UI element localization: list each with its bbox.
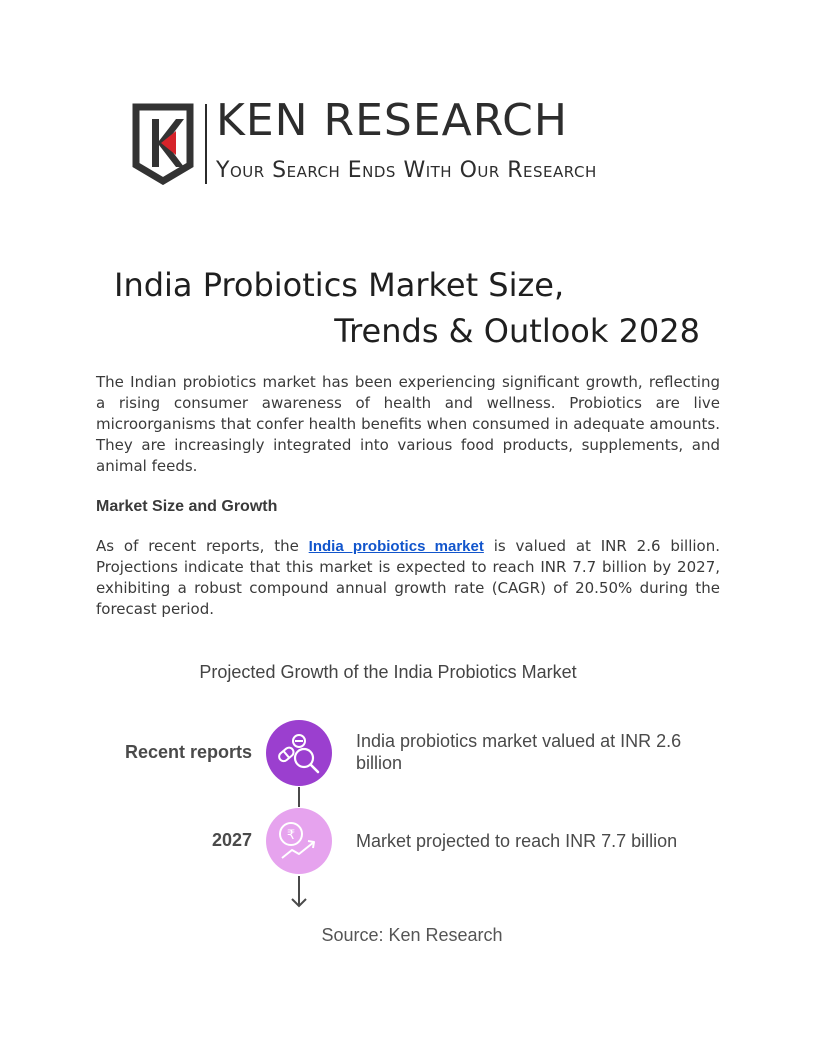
logo-divider (205, 104, 207, 184)
paragraph-text-after: is valued at INR 2.6 billion. Projections indicate that this market is expected to reach INR 7.7 billion by 2027, exhibiting a robust compound annual growth rate (CAGR) of 20.50% during the forecast period. (96, 537, 720, 618)
pills-magnifier-icon (266, 720, 332, 786)
title-line-1: India Probiotics Market Size, (114, 266, 565, 304)
timeline-connector (298, 787, 300, 807)
rupee-growth-icon (266, 808, 332, 874)
page-title (96, 262, 720, 354)
brand-tagline: Your Search Ends With Our Research (216, 158, 597, 183)
infographic-source: Source: Ken Research (321, 925, 503, 945)
timeline-label-recent: Recent reports (124, 742, 252, 762)
title-line-2: Trends & Outlook 2028 (334, 312, 700, 350)
timeline-description-recent: India probiotics market valued at INR 2.6 billion (356, 731, 682, 773)
ken-research-logo-icon (132, 103, 194, 185)
brand-name: KEN RESEARCH (216, 95, 568, 146)
timeline-node-2027 (266, 808, 332, 874)
infographic-title: Projected Growth of the India Probiotics Market (199, 662, 577, 682)
paragraph-text-before: As of recent reports, the (96, 537, 309, 555)
market-size-paragraph (96, 536, 720, 620)
section-heading: Market Size and Growth (96, 498, 278, 515)
intro-paragraph: The Indian probiotics market has been experiencing significant growth, reflecting a rising consumer awareness of health and wellness. Probiotics are live microorganisms that confer health benefits when consumed in adequate amounts. They are increasingly integrated into various food products, supplements, and animal feeds. (96, 373, 720, 475)
svg-text:₹: ₹ (286, 828, 296, 843)
timeline-label-2027: 2027 (211, 830, 252, 850)
arrow-down-icon (288, 874, 310, 910)
timeline-node-recent (266, 720, 332, 786)
timeline-description-2027: Market projected to reach INR 7.7 billion (356, 831, 678, 851)
india-probiotics-market-link[interactable]: India probiotics market (308, 538, 484, 555)
